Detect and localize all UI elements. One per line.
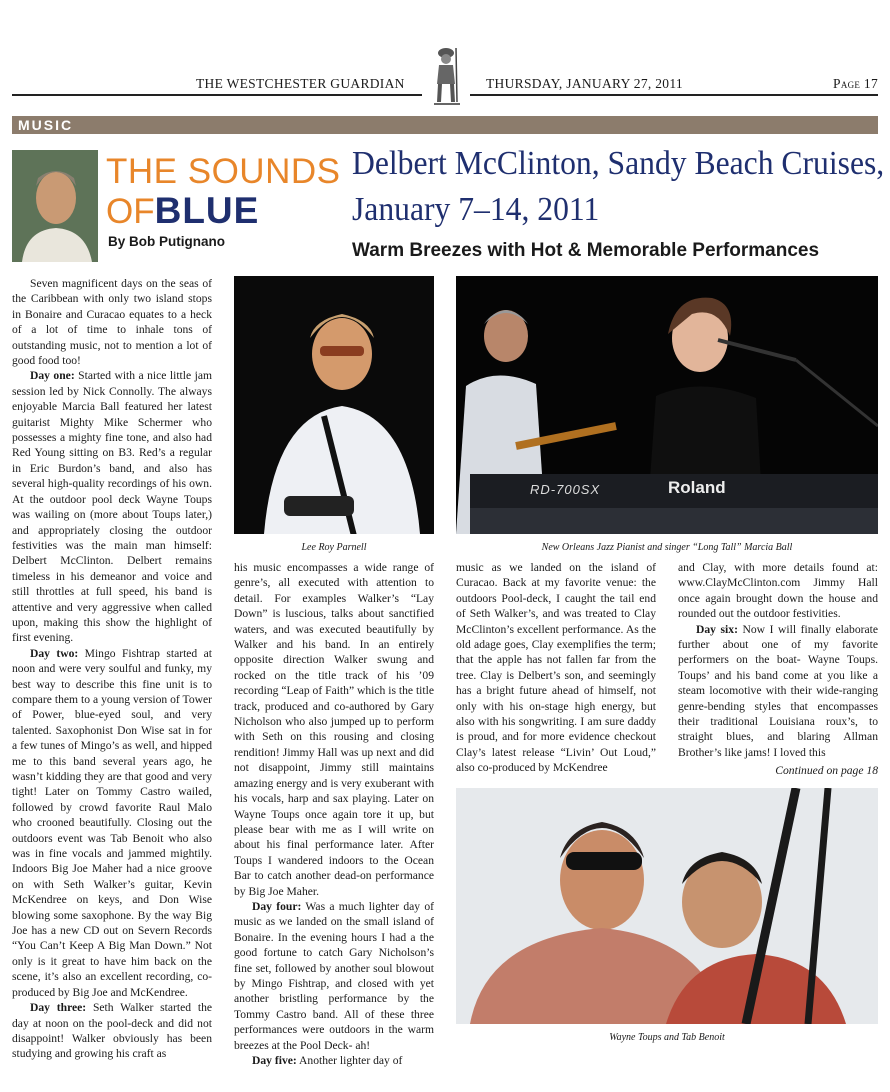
column-brand-blue: BLUE [154,190,260,231]
photo-wayne-toups-tab-benoit [456,788,878,1024]
article-paragraph [12,368,212,645]
caption-wayne-toups-tab-benoit: Wayne Toups and Tab Benoit [609,1032,725,1043]
paragraph-text: Was a much lighter day of music as we landed on the small island of Bonaire. In the evening hours I had a the good fortune to catch Gary Nicholson’s fine set, followed by another soul blowout by Mingo Fishtrap, and closed with yet another bristling performance by the Tommy Castro band. All of these three performances were outdoors in the warm breezes at the Pool Deck- ah! [234,899,434,1052]
paragraph-lead: Day four: [252,899,302,913]
publication-name: THE WESTCHESTER GUARDIAN [196,76,405,91]
article-column-1 [12,276,212,1062]
paragraph-text: Seth Walker started the day at noon on the pool-deck and did not disappoint! Walker obviously has been studying and growing his craft as [12,1001,213,1061]
article-paragraph [456,560,656,776]
paragraph-text: Seven magnificent days on the seas of the Caribbean with only two island stops in Bonaire and Curacao equates to a heck of a lot of time to inhale tons of outstanding music, not to mention a lot of good food too! [12,277,212,368]
masthead-rule-right [470,94,878,96]
column-brand-of: OF [106,192,155,231]
paragraph-text: music as we landed on the island of Curacao. Back at my favorite venue: the outdoors Pool-deck, I caught the tail end of Seth Walker’s, and was treated to Clay McClinton’s excellent performance. As the old adage goes, Clay exemplifies the term; that the apple has not fallen far from the tree. Clay is Delbert’s son, and seemingly has a bright future ahead of himself, not only with his on-stage high energy, but also with his songwriting. I am sure daddy is proud, and for more evidence checkout Clay’s latest release “Livin’ Out Loud,” also co-produced by McKendree [456,561,656,775]
article-paragraph [234,899,434,1053]
page-number: Page 17 [833,76,878,91]
paragraph-lead: Day five: [252,1054,297,1067]
column-brand-line2 [106,192,259,238]
photo-marcia-ball [456,276,878,534]
keyboard-model-label: RD-700SX [530,482,601,497]
subheadline: Warm Breezes with Hot & Memorable Performances [352,240,820,261]
masthead-rule-left [12,94,422,96]
paragraph-text: Started with a nice little jam session led by Nick Connolly. The always enjoyable Marcia Ball featured her latest guitarist Mighty Mike Schermer who possesses a mighty fine tone, and also had Red Young sitting on B3. Red’s a regular in Eric Burdon’s band, and also has several high-quality recordings of his own. At the outdoor pool deck Wayne Toups was wailing on (more about Toups later,) and appropriately closing the outdoor festivities was the main man himself: Delbert McClinton. Delbert remains timeless in his demeanor and voice and still throttles at full speed, his band is attentive and very aggressive when called upon, making this show the highlight of first evening. [12,369,212,645]
column-brand-line1: THE SOUNDS [106,152,341,191]
caption-marcia-ball: New Orleans Jazz Pianist and singer “Long Tall” Marcia Ball [541,542,793,553]
caption-lee-roy-parnell: Lee Roy Parnell [301,542,367,553]
keyboard-brand-label: Roland [668,478,726,497]
continued-note: Continued on page 18 [775,764,878,777]
article-column-4 [678,560,878,760]
article-paragraph [678,560,878,622]
article-column-2 [234,560,434,1068]
article-paragraph [12,276,212,368]
paragraph-lead: Day three: [30,1001,87,1015]
headline-line2: January 7–14, 2011 [352,191,600,228]
author-photo [12,150,98,262]
article-paragraph [12,1000,212,1062]
section-label: MUSIC [18,117,74,133]
paragraph-lead: Day one: [30,369,75,383]
photo-lee-roy-parnell [234,276,434,534]
section-header [12,116,878,134]
paragraph-text: Mingo Fishtrap started at noon and were very soulful and funky, my best way to describe this fine unit is to compare them to a young version of Tower of Power, blue-eyed soul, and very talented. Saxophonist Don Wise sat in for a few tunes of Mingo’s as well, and hipped me to this band several years ago, he wasn’t kidding they are that good and very tight! Later on Tommy Castro wailed, followed by crowd favorite Raul Malo who crooned beautifully. Closing out the outdoors event was Tab Benoit who also was in fine vocals and jammed mightily. Indoors Big Joe Maher had a nice groove on with Seth Walker’s guitar, Kevin McKendree on keys, and Don Wise blowing some saxophone. By the way Big Joe has a new CD out on Severn Records “You Can’t Keep A Big Man Down.” Not only is it great to have him back on the scene, it’s also an excellent recording, co-produced by Big Joe and McKendree. [12,646,212,999]
paragraph-text: and Clay, with more details found at: www.ClayMcClinton.com Jimmy Hall once again brought down the house and rounded out the outdoor festivities. [678,561,878,621]
article-paragraph [12,646,212,1000]
article-column-3 [456,560,656,776]
paragraph-lead: Day six: [696,622,738,636]
byline: By Bob Putignano [108,234,225,249]
paragraph-lead: Day two: [30,646,79,660]
article-paragraph [234,1053,434,1068]
paragraph-text: Another lighter day of [296,1054,403,1067]
minuteman-logo-icon [428,44,464,106]
article-paragraph [234,560,434,899]
paragraph-text: his music encompasses a wide range of genre’s, all executed with attention to detail. For examples Walker’s “Lay Down” is luscious, talks about sanctified waters, and was executed beautifully by Walker and his band. In an entirely opposite direction Walker swung and rocked on the title track of his ’09 recording “Leap of Faith” which is the title track, produced and co-authored by Gary Nicholson who also jumped up to perform with Seth on this rousing and closing rendition! Jimmy Hall was up next and did not disappoint, Jimmy still maintains amazing energy and is very exuberant with his vocals, harp and sax playing. Later on Wayne Toups once again tore it up, but please bear with me as I will write on about his final performance later. After Toups I wandered indoors to the Ocean Bar to catch another dead-on performance by Big Joe Maher. [234,561,434,898]
paragraph-text: Now I will finally elaborate further about one of my favorite performers on the boat- Wayne Toups. Toups’ and his band come at you like a steam locomotive with their wide-ranging genre-bending styles that encompasses their traditional Louisiana roux’s, to straight blues, and blaring Allman Brother’s like jams! I loved this [678,622,878,759]
article-paragraph [678,622,878,761]
headline-line1: Delbert McClinton, Sandy Beach Cruises, [352,145,885,182]
issue-date: THURSDAY, JANUARY 27, 2011 [486,76,683,91]
